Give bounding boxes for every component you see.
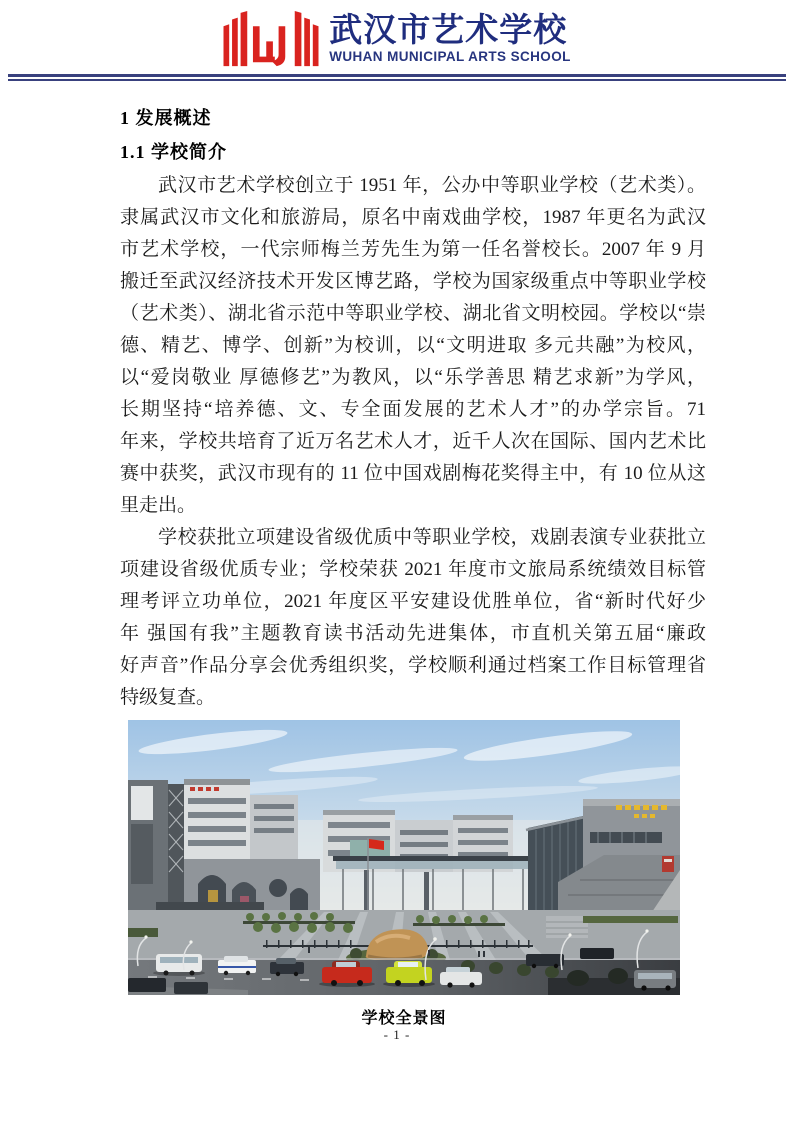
paragraph-line: 武汉市艺术学校创立于 1951 年，公办中等职业学校（艺术类）。 <box>158 175 706 196</box>
paragraph-line: 学校获批立项建设省级优质中等职业学校，戏剧表演专业获批立 <box>158 527 706 548</box>
section-heading: 1 发展概述 <box>120 108 212 128</box>
school-title-block <box>329 13 571 65</box>
paragraphs <box>120 170 706 714</box>
paragraph-line: 好声音”作品分享会优秀组织奖，学校顺利通过档案工作目标管理省 <box>120 655 706 676</box>
paragraph-line: 年 强国有我”主题教育读书活动先进集体，市直机关第五届“廉政 <box>120 623 706 644</box>
document-body <box>120 106 706 1028</box>
school-logo-row <box>0 9 794 69</box>
school-name-zh: 武汉市艺术学校 <box>329 13 568 49</box>
paragraph-line: 赛中获奖，武汉市现有的 11 位中国戏剧梅花奖得主中，有 10 位从这 <box>120 463 706 484</box>
school-logo-icon <box>223 11 319 68</box>
paragraph-line: 搬迁至武汉经济技术开发区博艺路，学校为国家级重点中等职业学校 <box>120 271 706 292</box>
paragraph-line: 理考评立功单位，2021 年度区平安建设优胜单位，省“新时代好少 <box>120 591 706 612</box>
school-name-en: WUHAN MUNICIPAL ARTS SCHOOL <box>329 49 571 64</box>
paragraph-line: 德、精艺、博学、创新”为校训，以“文明进取 多元共融”为校风， <box>120 335 706 356</box>
paragraph-line: 里走出。 <box>120 495 197 516</box>
page-number: - 1 - <box>383 1027 411 1042</box>
page-header <box>0 0 794 81</box>
subsection-heading: 1.1 学校简介 <box>120 142 227 162</box>
paragraph-line: 项建设省级优质专业；学校荣获 2021 年度市文旅局系统绩效目标管 <box>120 559 706 580</box>
paragraph-line: 市艺术学校，一代宗师梅兰芳先生为第一任名誉校长。2007 年 9 月 <box>120 239 706 260</box>
paragraph-line: 特级复查。 <box>120 687 216 708</box>
paragraph-line: 年来，学校共培育了近万名艺术人才，近千人次在国际、国内艺术比 <box>120 431 706 452</box>
paragraph-line: 长期坚持“培养德、文、专全面发展的艺术人才”的办学宗旨。71 <box>120 399 706 420</box>
header-divider <box>8 74 786 81</box>
paragraph-line: （艺术类）、湖北省示范中等职业学校、湖北省文明校园。学校以“崇 <box>120 303 706 324</box>
campus-photo-illustration <box>128 720 680 995</box>
paragraph-line: 隶属武汉市文化和旅游局，原名中南戏曲学校，1987 年更名为武汉 <box>120 207 706 228</box>
header-divider-bottom-line <box>8 79 786 81</box>
campus-photo <box>128 720 680 995</box>
photo-caption: 学校全景图 <box>361 1010 447 1027</box>
paragraph-line: 以“爱岗敬业 厚德修艺”为教风，以“乐学善思 精艺求新”为学风， <box>120 367 706 388</box>
